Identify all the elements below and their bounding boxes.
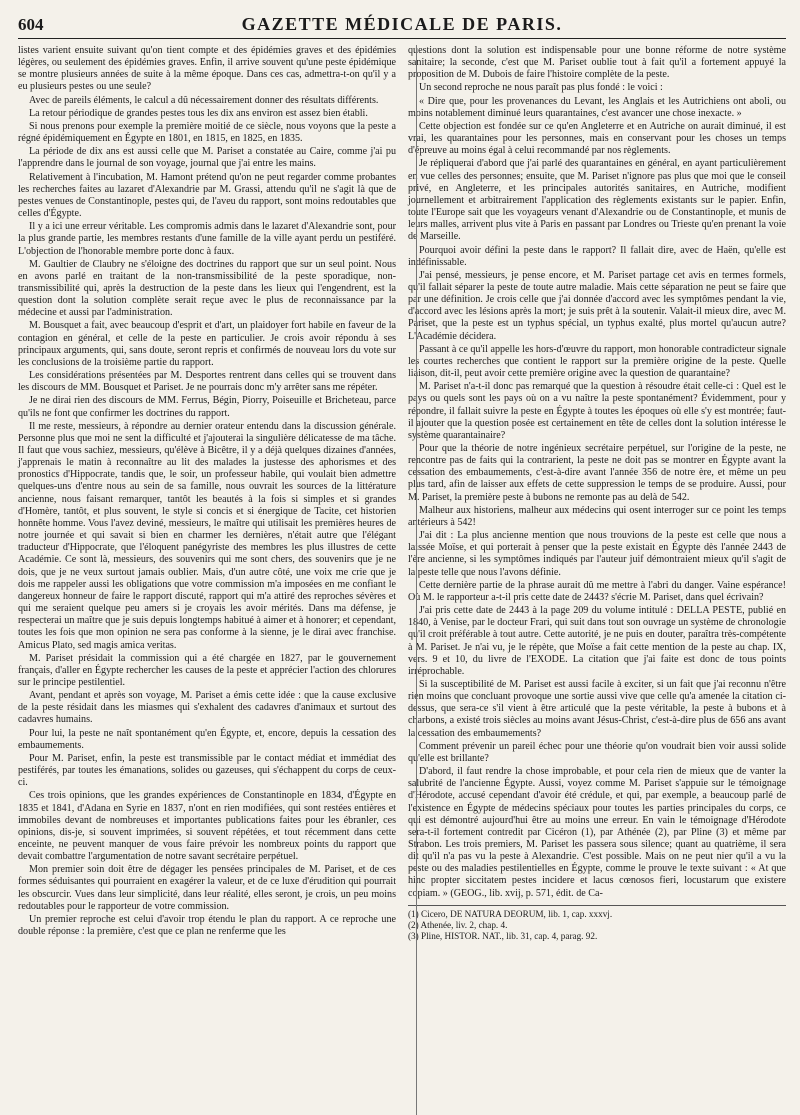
paragraph: Je répliquerai d'abord que j'ai parlé des quarantaines en général, en ayant particulièrement en vue celles des personnes; ensuite, que M. Pariset n'ignore pas plus que moi que le conseil privé, en Angleterre, et les principales autorités sanitaires, en Autriche, modifient journellement et arbitrairement l'application des règlements existants sur le papier. Enfin, toute l'Europe sait que les voyageurs venant d'Alexandrie ou de Constantinople, et munis de leurs malles, arrivent plus vite à Paris en passant par Londres ou Trieste qu'en prenant la voie de Marseille.	[408, 158, 786, 243]
paragraph: J'ai pensé, messieurs, je pense encore, et M. Pariset partage cet avis en termes formels, qu'il fallait séparer la peste de toute autre maladie. Mais cette séparation ne peut se faire que par une définition. Je crois celle que j'ai donnée d'accord avec les symptômes pendant la vie, d'accord avec les lésions après la mort; je suis prêt à la soutenir. Valait-il mieux dire, avec M. Pariset, que la peste est un typhus spécial, un typhus exalté, plus mortel qu'aucun autre? L'Académie décidera.	[408, 269, 786, 342]
page-number: 604	[18, 15, 44, 34]
paragraph: Pour M. Pariset, enfin, la peste est transmissible par le contact médiat et immédiat des pestiférés, par toutes les émanations, solides ou gazeuses, qui s'échappent du corps de ceux-ci.	[18, 752, 396, 789]
text-columns	[18, 45, 786, 942]
paragraph: Avec de pareils éléments, le calcul a dû nécessairement donner des résultats différents.	[29, 94, 379, 106]
paragraph: Je ne dirai rien des discours de MM. Ferrus, Bégin, Piorry, Poiseuille et Bricheteau, parce qu'ils ne font que confirmer les doctrines du rapport.	[18, 395, 396, 419]
paragraph: Pour que la théorie de notre ingénieux secrétaire perpétuel, sur l'origine de la peste, ne rencontre pas de faits qui la contrarient, la peste ne doit pas se montrer en Égypte avant la cessation des embaumements, c'est-à-dire avant l'année 356 de notre ère, et même un peu plus tard, afin de laisser aux effets de cette suppression le temps de se produire. Aussi, pour M. Pariset, la première peste à bubons ne remonte pas au delà de 542.	[408, 443, 786, 503]
page-header	[18, 14, 786, 39]
left-column	[18, 45, 396, 942]
paragraph: « Dire que, pour les provenances du Levant, les Anglais et les Autrichiens ont aboli, ou moins notablement diminué leurs quarantaines, c'est avancer une chose inexacte. »	[408, 95, 786, 119]
paragraph: D'abord, il faut rendre la chose improbable, et pour cela rien de mieux que de vanter la salubrité de l'ancienne Égypte. Aussi, voyez comme M. Pariset s'appuie sur le témoignage d'Hérodote, accusé cependant d'avoir été crédule, et qui, par exemple, a beaucoup parlé de l'existence en Égypte de médecins spéciaux pour toutes les parties principales du corps, ce qui est démontré aujourd'hui être au moins une erreur. En vain le témoignage d'Hérodote sera-t-il fortement contredit par Cicéron (1), par Athénée (2), par Pline (3) et même par Strabon. Les trois premiers, M. Pariset les passera sous silence; quant au quatrième, il sera dit qu'il n'a pas vu la peste à Alexandrie. C'est possible. Mais on ne peut nier qu'il a vu la peste ou des maladies pestilentielles en Égypte, comme le prouve le texte suivant : « At que hinc propter siccitatem pestes incidere et lacus cœnosos fieri, locustarum que existere copiam. » (GEOG., lib. xvij, p. 571, édit. de Ca-	[408, 766, 786, 899]
paragraph: Avant, pendant et après son voyage, M. Pariset a émis cette idée : que la cause exclusive de la peste résidait dans les miasmes qui s'exhalent des cadavres d'animaux et surtout des cadavres humains.	[18, 690, 396, 726]
paragraph: Si nous prenons pour exemple la première moitié de ce siècle, nous voyons que la peste a régné épidémiquement en Égypte en 1801, en 1815, en 1825, en 1835.	[18, 120, 396, 145]
paragraph: La retour périodique de grandes pestes tous les dix ans environ est assez bien établi.	[29, 107, 368, 119]
paragraph: J'ai pris cette date de 2443 à la page 209 du volume intitulé : DELLA PESTE, publié en 1840, à Venise, par le docteur Frari, qui suit dans tout son ouvrage un système de chronologie qu'il croit préférable à tout autre. Cette autorité, je ne puis en douter, paraîtra très-compétente à M. Pariset. Je n'ai vu, je le répète, que Moïse a fait cette mention de la peste au chap. IX, vers. 9 et 10, du livre de l'EXODE. La citation que j'ai faite est donc de tous points irréprochable.	[408, 605, 786, 677]
paragraph: Pourquoi avoir défini la peste dans le rapport? Il fallait dire, avec de Haën, qu'elle est indéfinissable.	[408, 244, 786, 268]
footnote: (1) Cicero, DE NATURA DEORUM, lib. 1, cap. xxxvj.	[408, 908, 613, 919]
paragraph: Si la susceptibilité de M. Pariset est aussi facile à exciter, si un fait que j'ai reconnu n'être rien moins que concluant provoque une sortie aussi vive que celle qu'a amenée la citation ci-dessus, que sera-ce s'il vient à être articulé que la peste véritable, la peste à bubons et à charbons, a existé trois siècles au moins avant Jésus-Christ, c'est-à-dire plus de 656 ans avant la cessation des embaumements?	[408, 678, 786, 739]
right-column	[408, 45, 786, 942]
paragraph: Un premier reproche est celui d'avoir trop étendu le plan du rapport. A ce reproche une double réponse : la première, c'est que ce plan ne renferme que les	[18, 913, 396, 938]
paragraph: Pour lui, la peste ne naît spontanément qu'en Égypte, et, encore, depuis la cessation des embaumements.	[18, 727, 396, 751]
footnote: (3) Pline, HISTOR. NAT., lib. 31, cap. 4, parag. 92.	[408, 931, 598, 942]
paragraph: Cette dernière partie de la phrase aurait dû me mettre à l'abri du danger. Vaine espérance! Où M. le rapporteur a-t-il pris cette date de 2443? s'écrie M. Pariset, dans quel écrivain?	[408, 579, 786, 603]
paragraph: Comment prévenir un pareil échec pour une théorie qu'on voudrait bien voir aussi solide qu'elle est brillante?	[408, 740, 786, 764]
paragraph: Les considérations présentées par M. Desportes rentrent dans celles qui se trouvent dans les discours de MM. Bousquet et Pariset. Je ne pourrais donc m'y arrêter sans me répéter.	[18, 370, 396, 394]
paragraph: listes varient ensuite suivant qu'on tient compte et des épidémies graves et des épidémies légères, ou seulement des épidémies graves. Enfin, il arrive souvent qu'une peste épidémique se montre plusieurs années de suite à la même époque. Dans ces cas, admettra-t-on qu'il y a eu plusieurs pestes ou une seule?	[18, 45, 396, 93]
paragraph: Il me reste, messieurs, à répondre au dernier orateur entendu dans la discussion générale. Personne plus que moi ne sent la difficulté et j'ajouterai la singulière délicatesse de ma tâche. Il faut que vous sachiez, messieurs, qu'élève à Bicêtre, il y a déjà quelques dizaines d'années, j'apprenais le matin à reconnaître au lit des malades la justesse des aphorismes et des pronostics d'Hippocrate, tandis que, le soir, un professeur habile, qui voulait bien admettre quelques-uns d'entre nous au sein de sa famille, nous ouvrait les sources de la littérature ancienne, nous faisant remarquer, tantôt les beautés à la fois si simples et si grandes d'Homère, tantôt, et plus souvent, le style si concis et si énergique de Tacite, cet historien honnête homme. Vous l'avez deviné, messieurs, le maître qui utilisait les premières heures de notre journée et qui savait si bien en charmer les dernières, n'était autre que l'élégant traducteur d'Hippocrate, que l'éloquent panégyriste des membres les plus illustres de cette Académie. Ce sont là, messieurs, des souvenirs qui me sont chers, des souvenirs que je ne dois, que je ne veux surtout jamais oublier. Mais, d'un autre côté, une voix me crie que je dois me rappeler aussi les obligations que votre commission m'a imposées en me confiant le dangereux honneur de faire le rapport discuté, rapport qui m'a attiré des reproches sévères et qui me seraient quelque peu amers si je croyais les avoir mérités. Dans ma défense, je respecterai un maître que je suis depuis longtemps habitué à aimer et à honorer; et cependant, toutes les fois que mon opinion ne sera pas conforme à la sienne, je le dirai avec franchise. Amicus Plato, sed magis amica veritas.	[18, 420, 396, 651]
paragraph: Il y a ici une erreur véritable. Les compromis admis dans le lazaret d'Alexandrie sont, pour la plus grande partie, les membres restants d'une famille de la ville ayant perdu un pestiféré. L'objection de l'honorable membre porte donc à faux.	[18, 221, 396, 257]
journal-title: GAZETTE MÉDICALE DE PARIS.	[241, 14, 563, 34]
paragraph: Passant à ce qu'il appelle les hors-d'œuvre du rapport, mon honorable contradicteur signale les courtes recherches que contient le rapport sur la première origine de la peste. Quelle liaison, dit-il, peut avoir cette première origine avec la question de quarantaine?	[408, 343, 786, 380]
footnotes	[408, 905, 786, 943]
paragraph: Cette objection est fondée sur ce qu'en Angleterre et en Autriche on aurait diminué, il est vrai, les quarantaines pour les personnes, mais en conservant pour les choses un temps d'épreuve au moins égal à celui recommandé par nos règlements.	[408, 120, 786, 157]
paragraph: questions dont la solution est indispensable pour une bonne réforme de notre système sanitaire; la seconde, c'est que M. Pariset oublie tout à fait qu'il a fortement appuyé la proposition de M. Dubois de faire l'histoire complète de la peste.	[408, 45, 786, 81]
paragraph: Mon premier soin doit être de dégager les pensées principales de M. Pariset, et de ces formes séduisantes qui pourraient en exagérer la valeur, et de ce luxe d'érudition qui pourrait les obscurcir. Vues dans leur simplicité, dans leur réalité, elles seront, je crois, un peu moins redoutables pour le rapporteur de votre commission.	[18, 864, 396, 912]
paragraph: M. Gaultier de Claubry ne s'éloigne des doctrines du rapport que sur un seul point. Nous en avons parlé en traitant de la non-transmissibilité de la peste sporadique, non-transmissibilité qui, après la destruction de la peste dans les lieux qui l'engendrent, est la question dont la solution complète serait reçue avec le plus de reconnaissance par la médecine et aussi par l'administration.	[18, 258, 396, 319]
paragraph: Ces trois opinions, que les grandes expériences de Constantinople en 1834, d'Égypte en 1835 et 1841, d'Adana en Syrie en 1837, n'ont en rien modifiées, qui sont restées entières et immobiles devant de nombreuses et importantes publications faites pour les ébranler, ces opinions, dis-je, si souvent imprimées, si souvent répétées, et tout récemment dans cette enceinte, ne peuvent manquer de vous faire prévoir les nombreux points du rapport que devait combattre l'argumentation de notre savant secrétaire perpétuel.	[18, 790, 396, 863]
paragraph: J'ai dit : La plus ancienne mention que nous trouvions de la peste est celle que nous a laissée Moïse, et qui porterait à penser que la peste existait en Égypte dès l'année 2443 de l'ère ancienne, si les symptômes indiqués par l'auteur juif démontraient mieux qu'il s'agit de la peste telle que nous l'avons définie.	[408, 530, 786, 578]
paragraph: Un second reproche ne nous paraît pas plus fondé : le voici :	[419, 82, 663, 94]
paragraph: Relativement à l'incubation, M. Hamont prétend qu'on ne peut regarder comme probantes les recherches faites au lazaret d'Alexandrie par M. Grassi, attendu qu'il ne s'agit là que de pestes venues de Constantinople, pestes qui, de l'aveu du rapport, sont moins redoutables que celles d'Égypte.	[18, 171, 396, 220]
footnote: (2) Athenée, liv. 2, chap. 4.	[408, 919, 508, 930]
paragraph: Malheur aux historiens, malheur aux médecins qui osent interroger sur ce point les temps antérieurs à 542!	[408, 504, 786, 528]
paragraph: M. Bousquet a fait, avec beaucoup d'esprit et d'art, un plaidoyer fort habile en faveur de la contagion en général, et celle de la peste en particulier. Je crois avoir répondu à ses principaux arguments, qui, sans doute, seront repris et confirmés de nouveau lors du vote sur les conclusions de la troisième partie du rapport.	[18, 320, 396, 368]
paragraph: La période de dix ans est aussi celle que M. Pariset a constatée au Caire, comme j'ai pu l'apprendre dans le journal de son voyage, journal que j'ai entre les mains.	[18, 146, 396, 170]
paragraph: M. Pariset présidait la commission qui a été chargée en 1827, par le gouvernement français, d'aller en Égypte rechercher les causes de la peste et apprécier l'action des chlorures sur le principe pestilentiel.	[18, 652, 396, 688]
paragraph: M. Pariset n'a-t-il donc pas remarqué que la question à résoudre était celle-ci : Quel est le pays ou quels sont les pays où on a vu naître la peste spontanément? Évidemment, pour y répondre, il fallait suivre la peste en Égypte à toutes les époques où elle s'y est montrée; faut-il ajouter que la question posée est certainement en tête de celles dont la solution intéresse le système quarantainaire?	[408, 381, 786, 441]
